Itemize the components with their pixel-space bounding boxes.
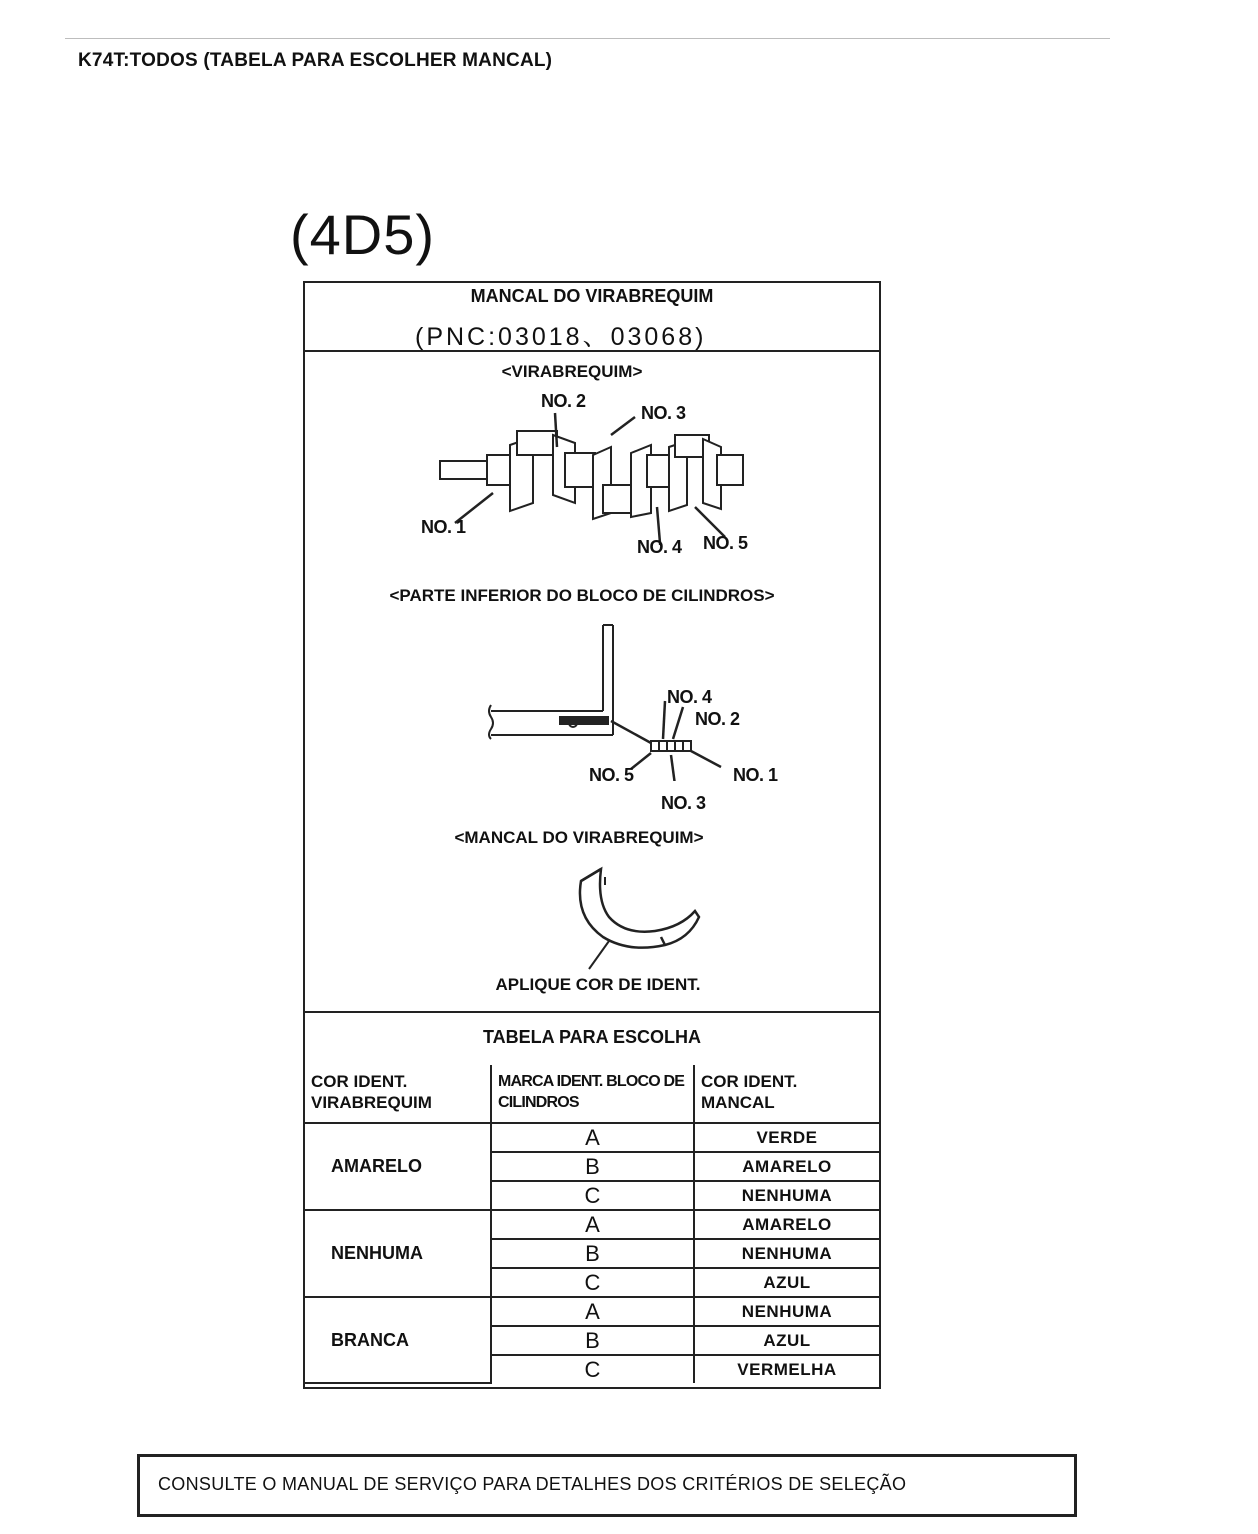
table-row — [305, 1123, 879, 1152]
bearing-heading: <MANCAL DO VIRABREQUIM> — [454, 828, 704, 847]
crank-color-cell: BRANCA — [305, 1297, 491, 1383]
pnc-numbers: (PNC:03018、03068) — [415, 323, 707, 351]
bearing-shell-drawing — [567, 857, 707, 977]
crankshaft-heading: <VIRABREQUIM> — [501, 362, 643, 381]
block-mark-cell: A — [491, 1297, 694, 1326]
crank-label-no2: NO. 2 — [541, 391, 586, 411]
engine-code: (4D5) — [290, 203, 436, 266]
block-mark-cell: C — [491, 1181, 694, 1210]
table-row — [305, 1210, 879, 1239]
header-block-mark: MARCA IDENT. BLOCO DE CILINDROS — [491, 1065, 694, 1123]
crank-label-no1: NO. 1 — [421, 517, 466, 537]
crank-label-no4: NO. 4 — [637, 537, 682, 557]
divider — [305, 1011, 879, 1013]
header-crank-color: COR IDENT. VIRABREQUIM — [305, 1065, 491, 1123]
block-mark-cell: B — [491, 1152, 694, 1181]
bearing-color-cell: VERMELHA — [694, 1355, 879, 1383]
bearing-color-cell: VERDE — [694, 1123, 879, 1152]
bearing-color-cell: AMARELO — [694, 1152, 879, 1181]
block-label-no4: NO. 4 — [667, 687, 712, 707]
block-mark-cell: A — [491, 1210, 694, 1239]
block-mark-cell: A — [491, 1123, 694, 1152]
bearing-color-cell: NENHUMA — [694, 1239, 879, 1268]
bearing-caption: APLIQUE COR DE IDENT. — [495, 975, 701, 994]
note-text: CONSULTE O MANUAL DE SERVIÇO PARA DETALHES DOS CRITÉRIOS DE SELEÇÃO — [158, 1474, 907, 1494]
bearing-color-cell: AZUL — [694, 1268, 879, 1297]
crankshaft-diagram — [425, 395, 745, 545]
crank-label-no3: NO. 3 — [641, 403, 686, 423]
panel-title: MANCAL DO VIRABREQUIM — [470, 286, 714, 306]
block-mark-cell: C — [491, 1268, 694, 1297]
divider — [305, 350, 879, 352]
selection-table — [305, 1065, 879, 1384]
crank-color-cell: AMARELO — [305, 1123, 491, 1210]
table-header-row — [305, 1065, 879, 1123]
crank-label-no5: NO. 5 — [703, 533, 748, 553]
table-title: TABELA PARA ESCOLHA — [483, 1027, 701, 1047]
block-label-no1: NO. 1 — [733, 765, 778, 785]
block-label-no2: NO. 2 — [695, 709, 740, 729]
bearing-selection-panel — [303, 281, 881, 1389]
block-mark-cell: B — [491, 1239, 694, 1268]
page-title: K74T:TODOS (TABELA PARA ESCOLHER MANCAL) — [78, 50, 553, 71]
note-box — [137, 1454, 1077, 1517]
bearing-color-cell: AMARELO — [694, 1210, 879, 1239]
header-bearing-color: COR IDENT. MANCAL — [694, 1065, 879, 1123]
block-label-no3: NO. 3 — [661, 793, 706, 813]
bearing-color-cell: NENHUMA — [694, 1181, 879, 1210]
bearing-color-cell: NENHUMA — [694, 1297, 879, 1326]
table-row — [305, 1297, 879, 1326]
block-mark-cell: B — [491, 1326, 694, 1355]
crankshaft-drawing — [425, 395, 745, 545]
top-divider — [65, 38, 1110, 39]
bearing-color-cell: AZUL — [694, 1326, 879, 1355]
block-heading: <PARTE INFERIOR DO BLOCO DE CILINDROS> — [389, 586, 775, 605]
block-label-no5: NO. 5 — [589, 765, 634, 785]
bearing-shell-diagram — [567, 857, 707, 977]
crank-color-cell: NENHUMA — [305, 1210, 491, 1297]
block-mark-cell: C — [491, 1355, 694, 1383]
